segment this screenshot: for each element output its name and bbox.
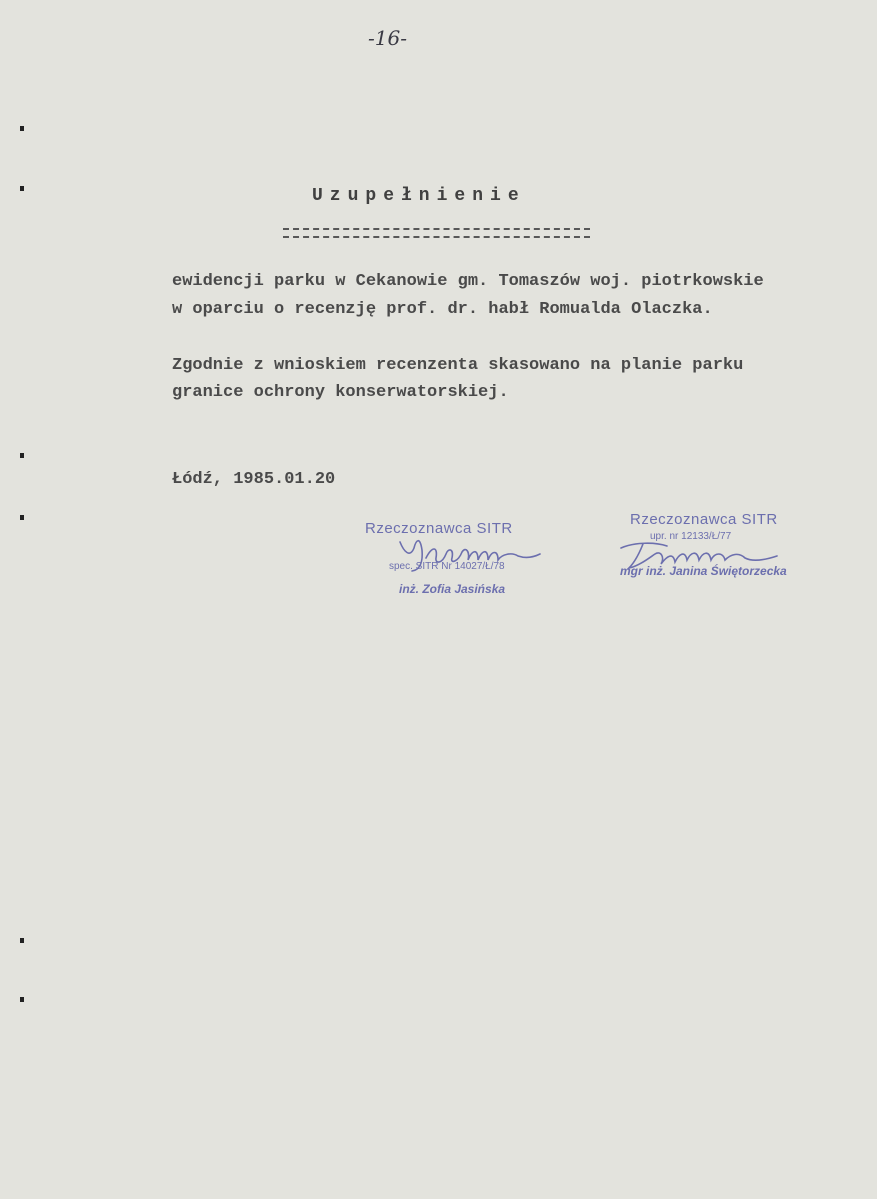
margin-mark <box>20 997 24 1002</box>
stamp-right-name: mgr inż. Janina Świętorzecka <box>620 564 787 578</box>
stamp-right-registration: upr. nr 12133/Ł/77 <box>650 531 732 542</box>
margin-mark <box>20 938 24 943</box>
title-underline <box>283 228 590 238</box>
margin-mark <box>20 453 24 458</box>
margin-mark <box>20 186 24 191</box>
page-number: -16- <box>368 26 407 50</box>
signature-right <box>615 534 795 574</box>
document-title: Uzupełnienie <box>312 186 526 206</box>
signature-left <box>392 528 572 573</box>
stamp-left-registration: spec. SITR Nr 14027/Ł/78 <box>389 561 505 572</box>
paragraph-1-line-2: w oparciu o recenzję prof. dr. habł Romualda Olaczka. <box>172 300 713 319</box>
paragraph-1-line-1: ewidencji parku w Cekanowie gm. Tomaszów woj. piotrkowskie <box>172 272 764 291</box>
margin-mark <box>20 126 24 131</box>
stamp-right-title: Rzeczoznawca SITR <box>630 511 778 528</box>
place-date: Łódź, 1985.01.20 <box>172 470 336 489</box>
margin-mark <box>20 515 24 520</box>
paragraph-2-line-2: granice ochrony konserwatorskiej. <box>172 383 509 402</box>
stamp-left-title: Rzeczoznawca SITR <box>365 520 513 537</box>
stamp-left-name: inż. Zofia Jasińska <box>399 582 506 596</box>
paragraph-2-line-1: Zgodnie z wnioskiem recenzenta skasowano na planie parku <box>172 356 744 375</box>
